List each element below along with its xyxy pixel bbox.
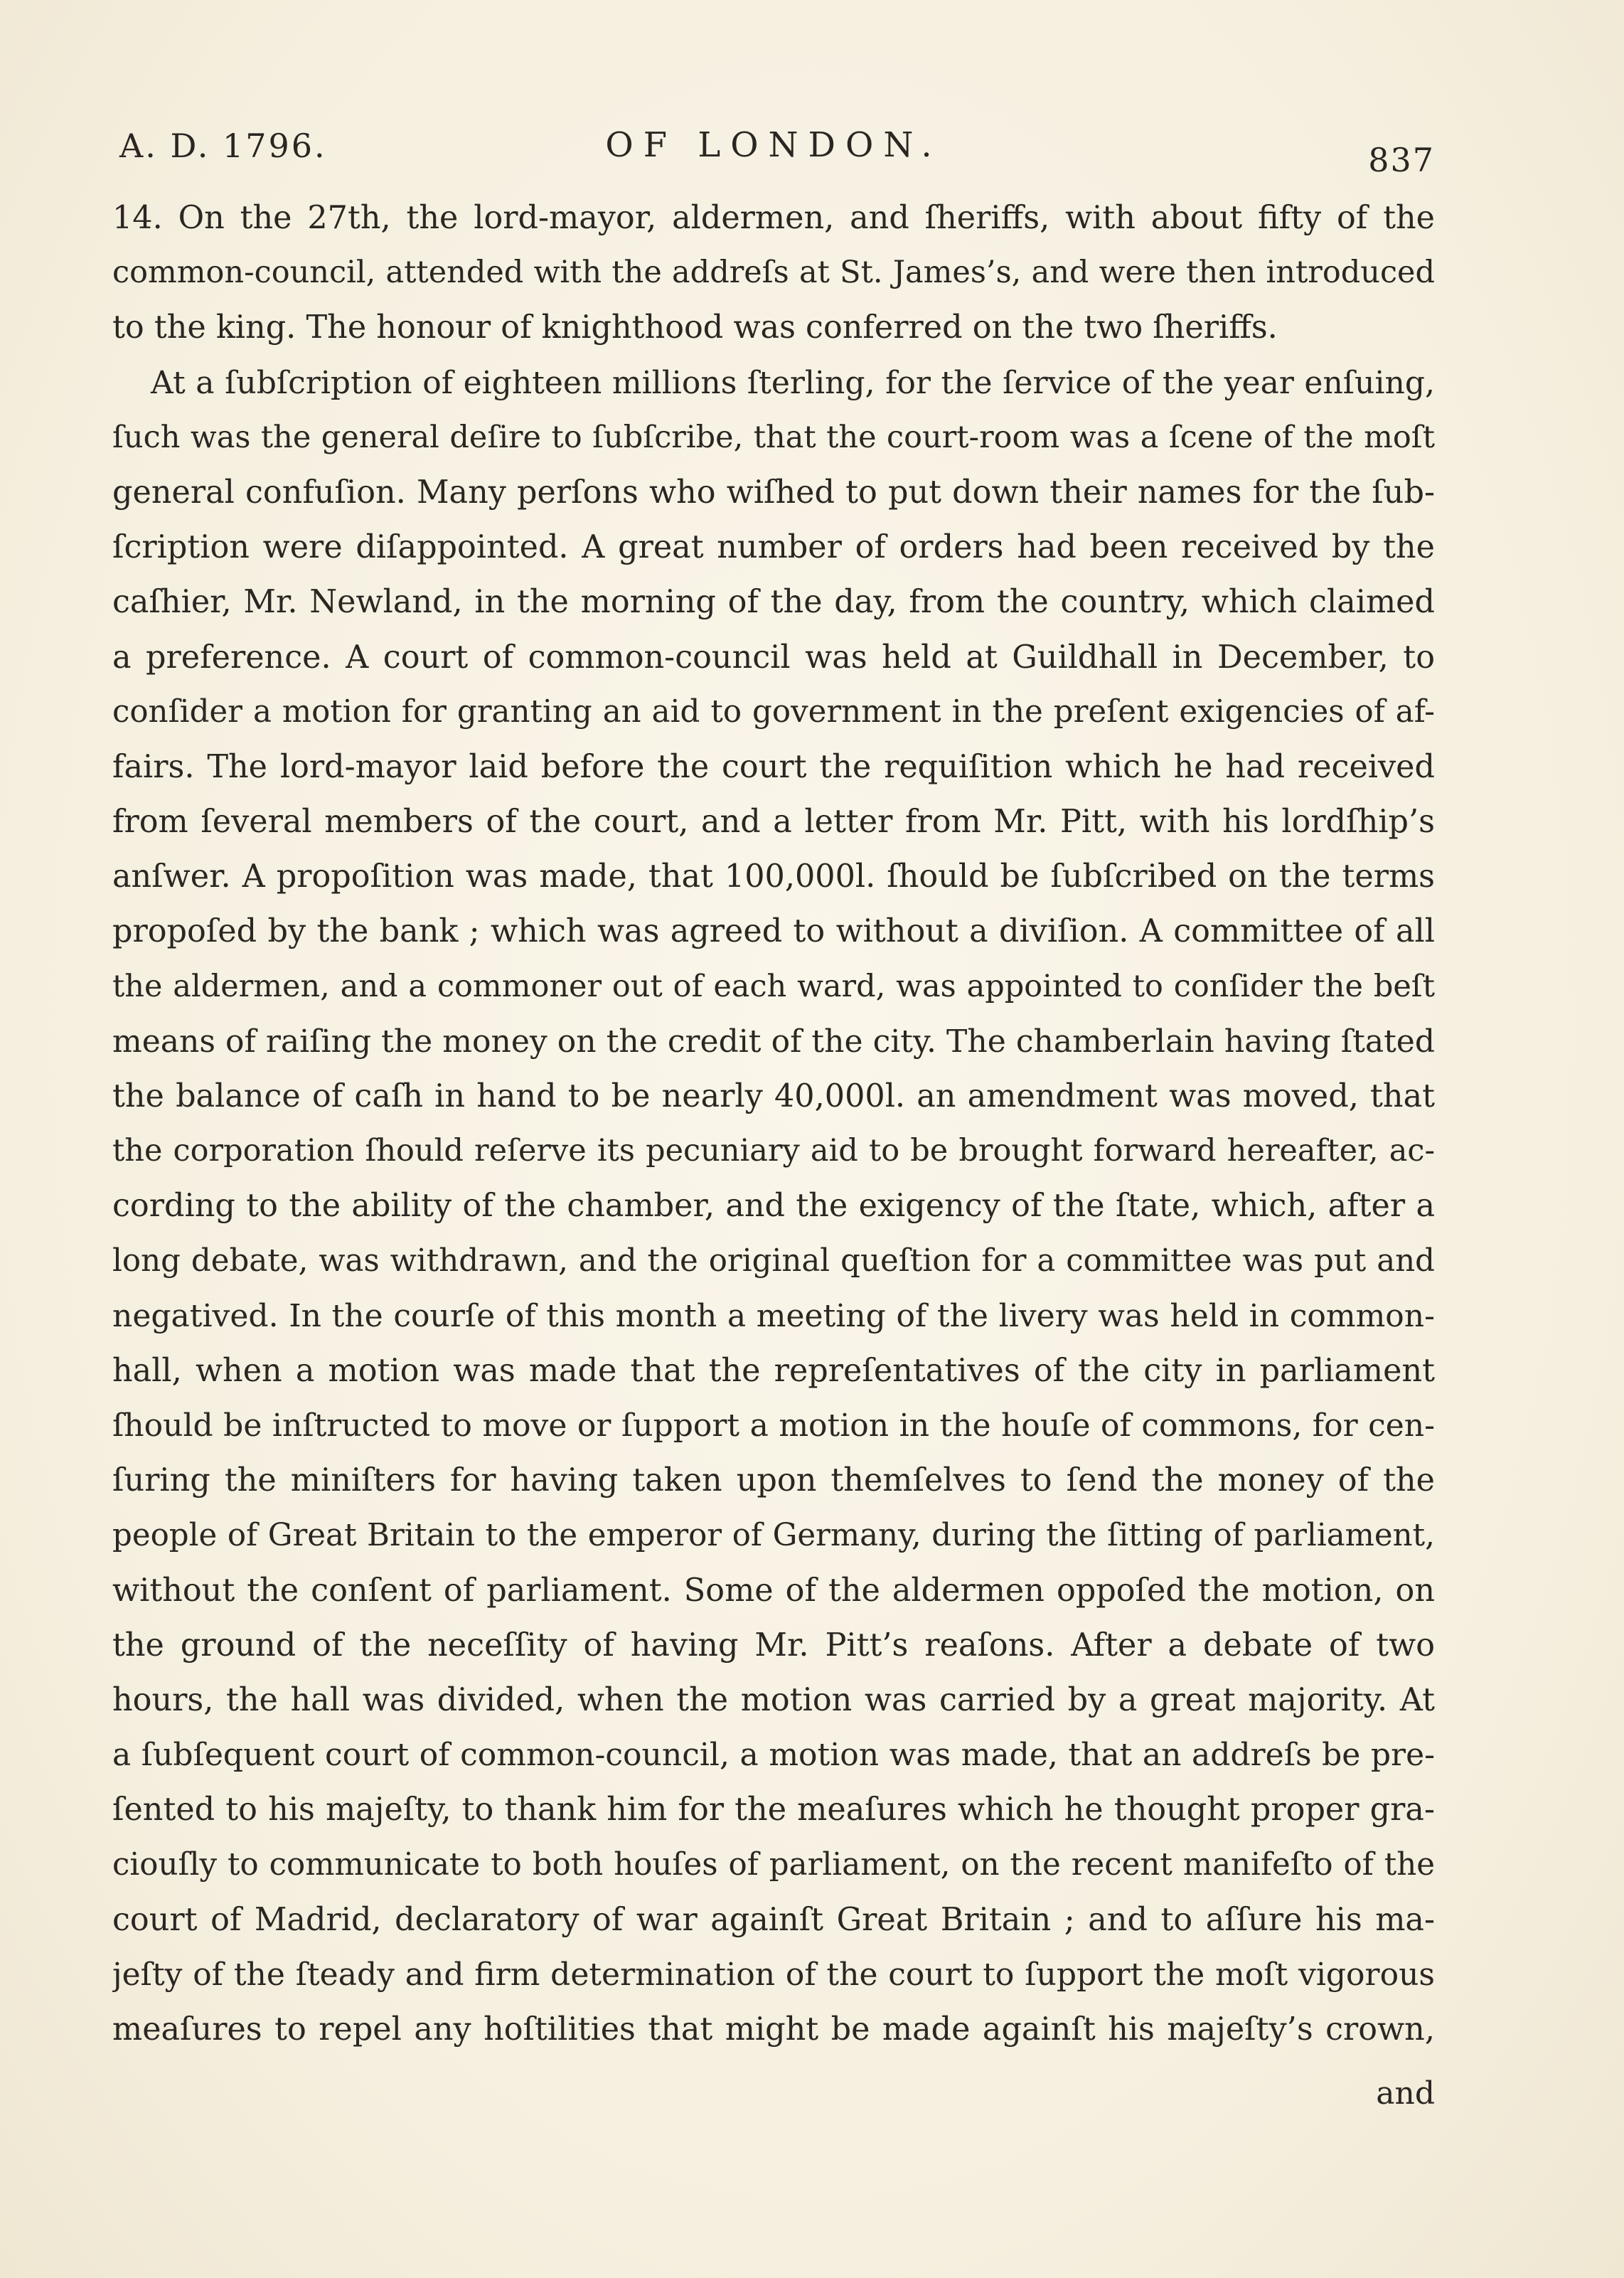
text-line: ſuring the miniſters for having taken upon themſelves to ſend the money of the: [112, 1462, 1435, 1499]
text-line: common-council, attended with the addreſs at St. James’s, and were then introduced: [112, 255, 1435, 291]
text-line: ciouſly to communicate to both houſes of parliament, on the recent manifeſto of the: [112, 1846, 1435, 1883]
text-line: At a ſubſcription of eighteen millions ſterling, for the ſervice of the year enſuing,: [151, 364, 1435, 401]
text-line: the balance of caſh in hand to be nearly 40,000l. an amendment was moved, that: [112, 1078, 1435, 1114]
text-line: without the conſent of parliament. Some of the aldermen oppoſed the motion, on: [112, 1572, 1435, 1609]
text-line: propoſed by the bank ; which was agreed to without a diviſion. A committee of all: [112, 913, 1435, 950]
text-line: ſuch was the general deſire to ſubſcribe, that the court-room was a ſcene of the moſt: [112, 419, 1435, 455]
text-line: to the king. The honour of knighthood was conferred on the two ſheriffs.: [112, 309, 1278, 346]
running-header: [112, 119, 1435, 183]
text-line: 14. On the 27th, the lord-mayor, aldermen, and ſheriffs, with about fifty of the: [112, 200, 1435, 236]
text-line: cording to the ability of the chamber, and the exigency of the ſtate, which, after a: [112, 1188, 1435, 1225]
text-line: meaſures to repel any hoſtilities that might be made againſt his majeſty’s crown,: [112, 2011, 1435, 2048]
text-line: means of raiſing the money on the credit of the city. The chamberlain having ſtated: [112, 1023, 1435, 1060]
text-line: hall, when a motion was made that the repreſentatives of the city in parliament: [112, 1352, 1435, 1389]
text-line: ſhould be inſtructed to move or ſupport a motion in the houſe of commons, for cen-: [112, 1407, 1435, 1444]
text-line: a ſubſequent court of common-council, a motion was made, that an addreſs be pre-: [112, 1737, 1435, 1774]
text-line: caſhier, Mr. Newland, in the morning of the day, from the country, which claimed: [112, 584, 1435, 621]
text-line: long debate, was withdrawn, and the original queſtion for a committee was put and: [112, 1242, 1435, 1279]
text-line: the aldermen, and a commoner out of each ward, was appointed to conſider the beſt: [112, 968, 1435, 1004]
text-line: ſcription were diſappointed. A great number of orders had been received by the: [112, 529, 1435, 566]
text-line: from ſeveral members of the court, and a letter from Mr. Pitt, with his lordſhip’s: [112, 804, 1435, 841]
header-year: A. D. 1796.: [119, 127, 327, 165]
text-line: anſwer. A propoſition was made, that 100,000l. ſhould be ſubſcribed on the terms: [112, 858, 1435, 895]
text-line: the ground of the neceſſity of having Mr. Pitt’s reaſons. After a debate of two: [112, 1627, 1435, 1664]
text-line: conſider a motion for granting an aid to government in the preſent exigencies of af-: [112, 693, 1435, 730]
header-title: OF LONDON.: [605, 125, 942, 165]
text-line: fairs. The lord-mayor laid before the court the requiſition which he had received: [112, 748, 1435, 785]
text-line: the corporation ſhould reſerve its pecuniary aid to be brought forward hereafter, ac-: [112, 1133, 1435, 1169]
text-line: a preference. A court of common-council was held at Guildhall in December, to: [112, 639, 1435, 676]
text-line: court of Madrid, declaratory of war againſt Great Britain ; and to aſſure his ma-: [112, 1901, 1435, 1938]
text-line: jeſty of the ſteady and firm determination of the court to ſupport the moſt vigorous: [112, 1957, 1435, 1993]
catchword: and: [1376, 2075, 1435, 2112]
page-number: 837: [1368, 141, 1435, 179]
text-line: negatived. In the courſe of this month a meeting of the livery was held in common-: [112, 1297, 1435, 1334]
body-text: [112, 191, 1435, 2057]
text-line: general confuſion. Many perſons who wiſhed to put down their names for the ſub-: [112, 474, 1435, 511]
text-line: hours, the hall was divided, when the motion was carried by a great majority. At: [112, 1682, 1435, 1719]
text-line: people of Great Britain to the emperor of Germany, during the ſitting of parliament,: [112, 1517, 1435, 1553]
text-line: ſented to his majeſty, to thank him for the meaſures which he thought proper gra-: [112, 1792, 1435, 1829]
